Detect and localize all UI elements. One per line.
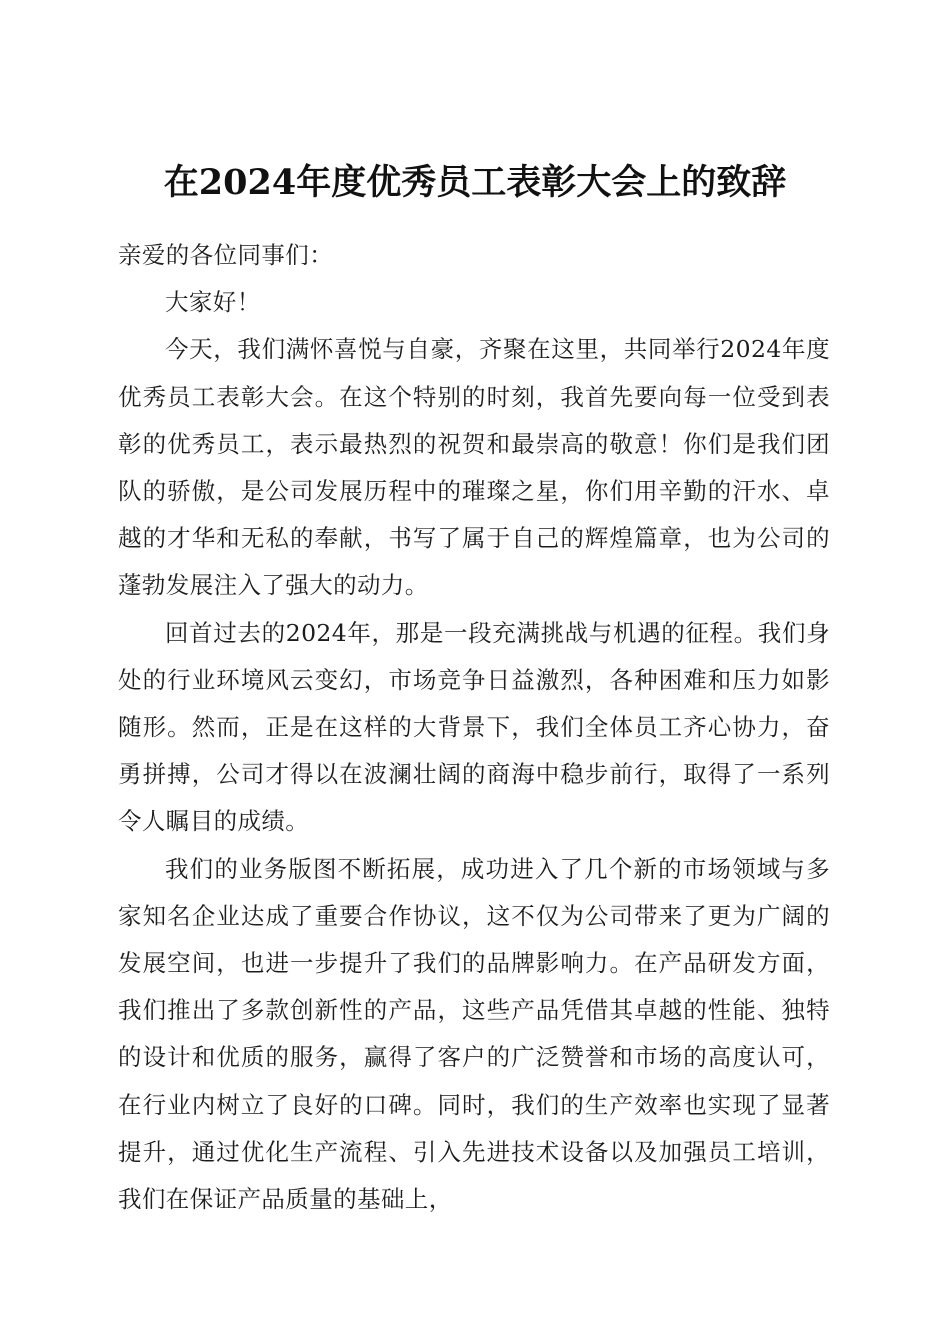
document-body: [118, 232, 830, 1223]
paragraph-opening: 今天，我们满怀喜悦与自豪，齐聚在这里，共同举行2024年度优秀员工表彰大会。在这个特别的时刻，我首先要向每一位受到表彰的优秀员工，表示最热烈的祝贺和最崇高的敬意！你们是我们团队的骄傲，是公司发展历程中的璀璨之星，你们用辛勤的汗水、卓越的才华和无私的奉献，书写了属于自己的辉煌篇章，也为公司的蓬勃发展注入了强大的动力。: [118, 335, 830, 600]
salutation: 亲爱的各位同事们：: [118, 241, 334, 269]
paragraph-achievements: 我们的业务版图不断拓展，成功进入了几个新的市场领域与多家知名企业达成了重要合作协议，这不仅为公司带来了更为广阔的发展空间，也进一步提升了我们的品牌影响力。在产品研发方面，我们推出了多款创新性的产品，这些产品凭借其卓越的性能、独特的设计和优质的服务，赢得了客户的广泛赞誉和市场的高度认可，在行业内树立了良好的口碑。同时，我们的生产效率也实现了显著提升，通过优化生产流程、引入先进技术设备以及加强员工培训，我们在保证产品质量的基础上，: [118, 854, 830, 1214]
paragraph-greeting: 大家好！: [165, 288, 261, 317]
paragraph-review: 回首过去的2024年，那是一段充满挑战与机遇的征程。我们身处的行业环境风云变幻，市场竞争日益激烈，各种困难和压力如影随形。然而，正是在这样的大背景下，我们全体员工齐心协力，奋勇拼搏，公司才得以在波澜壮阔的商海中稳步前行，取得了一系列令人瞩目的成绩。: [118, 618, 830, 836]
document-title: 在2024年度优秀员工表彰大会上的致辞: [163, 162, 787, 204]
